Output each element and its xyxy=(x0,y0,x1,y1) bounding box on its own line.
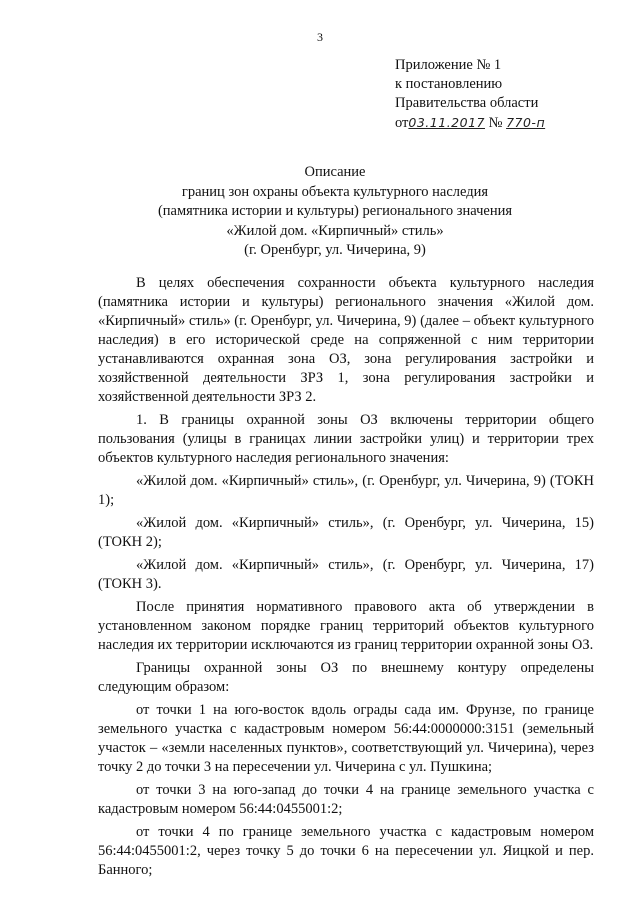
paragraph: «Жилой дом. «Кирпичный» стиль», (г. Оренбург, ул. Чичерина, 17) (ТОКН 3). xyxy=(98,557,594,592)
appendix-header xyxy=(395,56,545,133)
page-number: 3 xyxy=(317,30,323,44)
document-body xyxy=(98,274,594,884)
paragraph: 1. В границы охранной зоны ОЗ включены территории общего пользования (улицы в границах линии застройки улиц) и территории трех объектов культурного наследия регионального значения: xyxy=(98,412,594,466)
appendix-line-1: Приложение № 1 xyxy=(395,57,502,73)
title-line-4: «Жилой дом. «Кирпичный» стиль» xyxy=(226,222,444,239)
paragraph: В целях обеспечения сохранности объекта культурного наследия (памятника истории и культуры) регионального значения «Жилой дом. «Кирпичный» стиль» (г. Оренбург, ул. Чичерина, 9) (далее – объект культурного наследия) в его исторической среде на сопряженной с ним территории устанавливаются охранная зона ОЗ, зона регулирования застройки и хозяйственной деятельности ЗРЗ 1, зона регулирования застройки и хозяйственной деятельности ЗРЗ 2. xyxy=(98,275,594,405)
paragraph: «Жилой дом. «Кирпичный» стиль», (г. Оренбург, ул. Чичерина, 9) (ТОКН 1); xyxy=(98,473,594,508)
title-line-2: границ зон охраны объекта культурного наследия xyxy=(181,183,489,200)
paragraph: от точки 4 по границе земельного участка с кадастровым номером 56:44:0455001:2, через точку 5 до точки 6 на пересечении ул. Яицкой и пер. Банного; xyxy=(98,824,594,878)
paragraph: Границы охранной зоны ОЗ по внешнему контуру определены следующим образом: xyxy=(98,660,594,695)
title-line-3: (памятника истории и культуры) регионального значения xyxy=(157,203,513,219)
document-title xyxy=(0,163,640,261)
appendix-date-line xyxy=(395,113,545,133)
number-sign: № xyxy=(488,115,503,131)
appendix-line-3: Правительства области xyxy=(395,95,539,111)
paragraph: «Жилой дом. «Кирпичный» стиль», (г. Оренбург, ул. Чичерина, 15) (ТОКН 2); xyxy=(98,515,594,550)
handwritten-date: 03.11.2017 xyxy=(408,115,485,130)
paragraph: от точки 1 на юго-восток вдоль ограды сада им. Фрунзе, по границе земельного участка с кадастровым номером 56:44:0000000:3151 (земельный участок – «земли населенных пунктов», соответствующий ул. Чичерина), через точку 2 до точки 3 на пересечении ул. Чичерина с ул. Пушкина; xyxy=(98,702,594,775)
handwritten-number: 770-п xyxy=(506,115,546,130)
paragraph: После принятия нормативного правового акта об утверждении в установленном законом порядке границ территорий объектов культурного наследия их территории исключаются из границ территории охранной зоны ОЗ. xyxy=(98,599,594,653)
title-line-1: Описание xyxy=(304,164,366,180)
paragraph: от точки 3 на юго-запад до точки 4 на границе земельного участка с кадастровым номером 56:44:0455001:2; xyxy=(98,782,594,817)
date-prefix: от xyxy=(395,115,409,131)
appendix-line-2: к постановлению xyxy=(395,76,503,92)
title-line-5: (г. Оренбург, ул. Чичерина, 9) xyxy=(244,242,426,258)
